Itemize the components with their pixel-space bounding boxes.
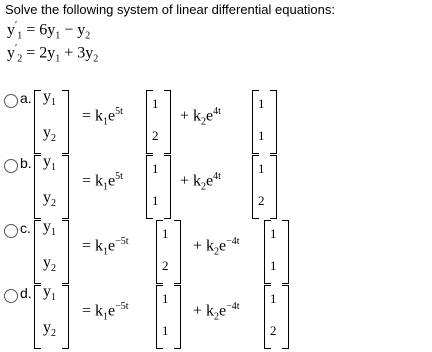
option-label: b.	[20, 155, 32, 171]
vector-1-bottom: 1	[152, 193, 159, 208]
radio-button[interactable]	[4, 94, 18, 108]
vector-1-bottom: 2	[152, 128, 159, 143]
answer-option-d[interactable]	[0, 283, 432, 349]
vector-1-bottom: 2	[162, 258, 169, 273]
term-2-coefficient: + $k_2e^{-4t}$	[193, 236, 240, 258]
option-label: d.	[20, 285, 32, 301]
bracket-right	[62, 90, 69, 154]
answer-option-c[interactable]	[0, 218, 432, 284]
vector-2-top: 1	[270, 291, 277, 306]
y2-symbol: $y_2$	[43, 254, 56, 275]
term-1-coefficient: = $k_1e^{5t}$	[82, 171, 123, 193]
term-1-coefficient: = $k_1e^{-5t}$	[82, 236, 129, 258]
bracket-left	[34, 90, 41, 154]
radio-button[interactable]	[4, 224, 18, 238]
y2-symbol: $y_2$	[43, 124, 56, 145]
question-text: Solve the following system of linear differential equations:	[5, 2, 336, 17]
bracket-right	[62, 285, 69, 349]
equation-2: $y'_2 = 2y_1 + 3y_2$	[7, 43, 99, 65]
y1-symbol: $y_1$	[43, 88, 56, 109]
vector-1-top: 1	[162, 291, 169, 306]
vector-1-bracket-right	[164, 155, 171, 219]
vector-1-bracket-right	[174, 220, 181, 284]
term-2-coefficient: + $k_2e^{4t}$	[180, 171, 221, 193]
y2-symbol: $y_2$	[43, 319, 56, 340]
vector-2-top: 1	[258, 96, 265, 111]
vector-1-top: 1	[162, 226, 169, 241]
vector-1-bracket-right	[174, 285, 181, 349]
option-label: a.	[20, 90, 32, 106]
vector-2-bracket-right	[282, 285, 289, 349]
vector-1-top: 1	[152, 161, 159, 176]
vector-2-bottom: 2	[270, 323, 277, 338]
bracket-left	[34, 155, 41, 219]
vector-1-top: 1	[152, 96, 159, 111]
term-1-coefficient: = $k_1e^{5t}$	[82, 106, 123, 128]
bracket-left	[34, 285, 41, 349]
term-1-coefficient: = $k_1e^{-5t}$	[82, 301, 129, 323]
vector-2-bracket-right	[270, 155, 277, 219]
y1-symbol: $y_1$	[43, 153, 56, 174]
equation-1: $y'_1 = 6y_1 - y_2$	[7, 20, 91, 42]
y2-symbol: $y_2$	[43, 189, 56, 210]
answer-option-b[interactable]	[0, 153, 432, 219]
y1-symbol: $y_1$	[43, 283, 56, 304]
vector-1-bracket-right	[164, 90, 171, 154]
vector-2-bracket-right	[282, 220, 289, 284]
radio-button[interactable]	[4, 289, 18, 303]
option-label: c.	[20, 220, 31, 236]
bracket-left	[34, 220, 41, 284]
radio-button[interactable]	[4, 159, 18, 173]
vector-1-bottom: 1	[162, 323, 169, 338]
vector-2-bottom: 1	[270, 258, 277, 273]
term-2-coefficient: + $k_2e^{-4t}$	[193, 301, 240, 323]
term-2-coefficient: + $k_2e^{4t}$	[180, 106, 221, 128]
vector-2-bracket-right	[270, 90, 277, 154]
vector-2-bottom: 1	[258, 128, 265, 143]
answer-option-a[interactable]	[0, 88, 432, 154]
bracket-right	[62, 155, 69, 219]
vector-2-top: 1	[258, 161, 265, 176]
bracket-right	[62, 220, 69, 284]
vector-2-top: 1	[270, 226, 277, 241]
y1-symbol: $y_1$	[43, 218, 56, 239]
vector-2-bottom: 2	[258, 193, 265, 208]
